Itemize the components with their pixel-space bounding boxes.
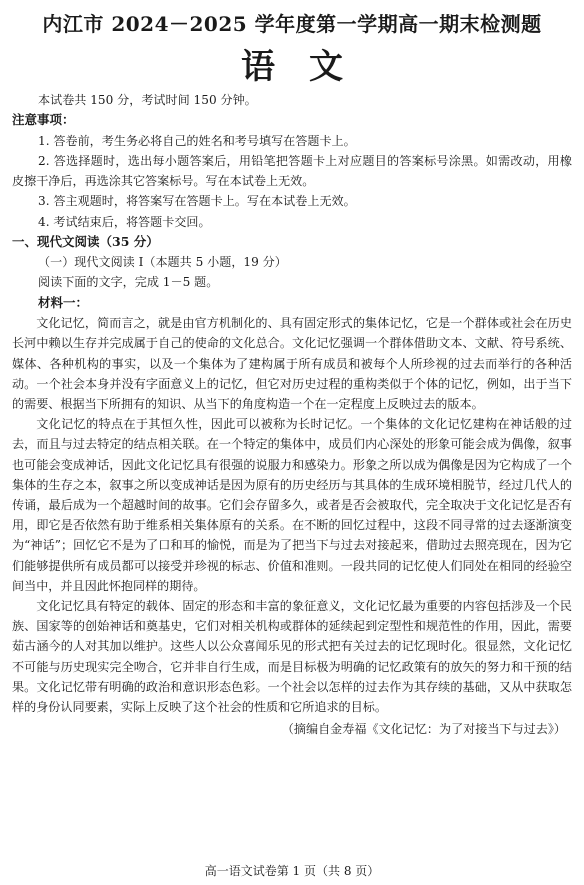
material-paragraph: 文化记忆，简而言之，就是由官方机制化的、具有固定形式的集体记忆，它是一个群体或社会在历史长河中赖以生存并完成属于自己的使命的文化总合。文化记忆强调一个群体借助文本、文献、符号系统、媒体、各种机构的事实，以及一个集体为了建构属于所有成员和被每个人所珍视的过去而举行的各种活动。一个社会本身并没有字面意义上的记忆，但它对历史过程的重构类似于个体的记忆，例如，出于当下的需要、根据当下所拥有的知识、从当下的角度构造一个在一定程度上反映过去的版本。 xyxy=(12,316,572,411)
notice-heading: 注意事项： xyxy=(12,112,75,128)
notice-item: 2. 答选择题时，选出每小题答案后，用铅笔把答题卡上对应题目的答案标号涂黑。如需改动，用橡皮擦干净后，再选涂其它答案标号。写在本试卷上无效。 xyxy=(12,153,572,189)
exam-intro: 本试卷共 150 分，考试时间 150 分钟。 xyxy=(38,93,257,107)
exam-title: 内江市 2024－2025 学年度第一学期高一期末检测题 xyxy=(42,12,542,36)
material-label: 材料一： xyxy=(38,294,89,310)
material-paragraph: 文化记忆的特点在于其恒久性，因此可以被称为长时记忆。一个集体的文化记忆建构在神话般的过去，而且与过去特定的结点相关联。在一个特定的集体中，成员们内心深处的形象可能会成为偶像，叙事也可能会变成神话，因此文化记忆具有很强的说服力和感染力。形象之所以成为偶像是因为它构成了一个集体的生存之本，叙事之所以变成神话是因为原有的历史经历与其具体的生成环境相脱节，经过几代人的传诵，最后成为一个超越时间的故事。它们会存留多久，或者是否会被取代，完全取决于文化记忆是否有用，即它是否依然有助于维系相关集体原有的关系。在不断的回忆过程中，这段不同寻常的过去逐渐演变为“神话”；回忆它不是为了口和耳的愉悦，而是为了把当下与过去对接起来，借助过去照亮现在，因为它们能够提供所有成员都可以接受并珍视的标志、价值和准则。一段共同的记忆使人们同处在相同的经验空间当中，并且因此怀抱同样的期待。 xyxy=(12,417,572,593)
notice-item: 3. 答主观题时，将答案写在答题卡上。写在本试卷上无效。 xyxy=(38,194,356,209)
material-paragraph: 文化记忆具有特定的载体、固定的形态和丰富的象征意义，文化记忆最为重要的内容包括涉及一个民族、国家等的创始神话和奠基史，它们对相关机构或群体的延续起到定型性和规范性的作用，因此，需要茹古涵今的人对其加以维护。这些人以公众喜闻乐见的形式把有关过去的记忆现时化。很显然，文化记忆不可能与历史现实完全吻合，它并非自行生成，而是目标极为明确的记忆政策有的放矢的努力和干预的结果。文化记忆带有明确的政治和意识形态色彩。一个社会以怎样的过去作为其存续的基础，又从中获取怎样的身份认同要素，实际上反映了这个社会的性质和它所追求的目标。 xyxy=(12,598,572,714)
notice-list xyxy=(12,131,572,232)
page-footer: 高一语文试卷第 1 页（共 8 页） xyxy=(204,864,380,878)
subject-title: 语 文 xyxy=(241,47,343,87)
notice-item: 1. 答卷前，考生务必将自己的姓名和考号填写在答题卡上。 xyxy=(38,133,356,148)
source-citation: （摘编自金寿福《文化记忆：为了对接当下与过去》） xyxy=(281,722,566,737)
reading-instruction: 阅读下面的文字，完成 1－5 题。 xyxy=(38,275,219,290)
sub-section-heading: （一）现代文阅读 Ⅰ（本题共 5 小题，19 分） xyxy=(38,255,287,270)
section-heading: 一、现代文阅读（35 分） xyxy=(12,233,159,249)
notice-item: 4. 考试结束后，将答题卡交回。 xyxy=(38,214,211,229)
